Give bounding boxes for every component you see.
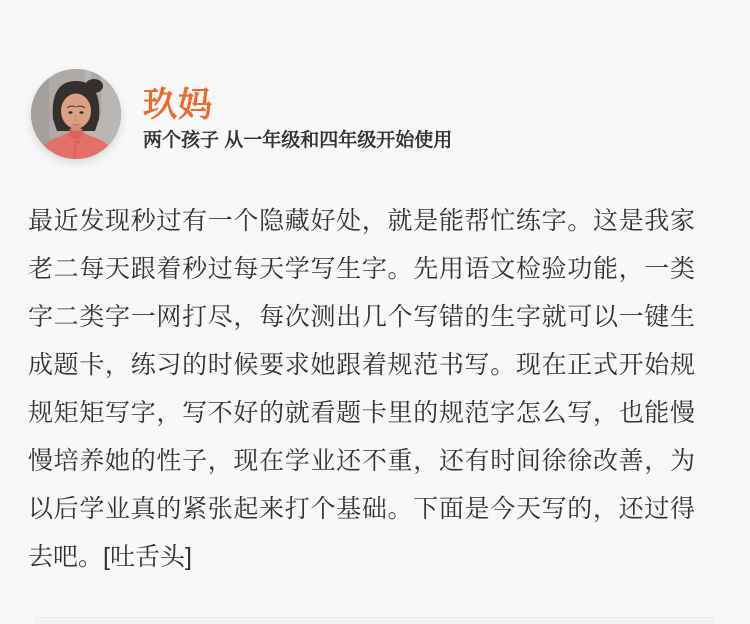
woman-portrait-photo-icon <box>31 69 121 159</box>
user-subtitle: 两个孩子 从一年级和四年级开始使用 <box>143 130 453 151</box>
avatar <box>31 69 121 159</box>
testimonial-line: 最近发现秒过有一个隐藏好处，就是能帮忙练字。这是我家 <box>28 207 695 235</box>
testimonial-line: 字二类字一网打尽，每次测出几个写错的生字就可以一键生 <box>28 303 695 331</box>
testimonial-line: 慢培养她的性子，现在学业还不重，还有时间徐徐改善，为 <box>28 447 695 475</box>
testimonial-line: 老二每天跟着秒过每天学写生字。先用语文检验功能，一类 <box>28 255 695 283</box>
testimonial-line: 成题卡，练习的时候要求她跟着规范书写。现在正式开始规 <box>28 351 695 379</box>
attachment-photo-top-edge <box>35 617 715 624</box>
user-name: 玖妈 <box>143 86 213 124</box>
testimonial-line: 规矩矩写字，写不好的就看题卡里的规范字怎么写，也能慢 <box>28 399 695 427</box>
testimonial-line: 去吧。[吐舌头] <box>28 543 192 571</box>
testimonial-line: 以后学业真的紧张起来打个基础。下面是今天写的，还过得 <box>28 495 695 523</box>
testimonial-text <box>28 197 695 581</box>
